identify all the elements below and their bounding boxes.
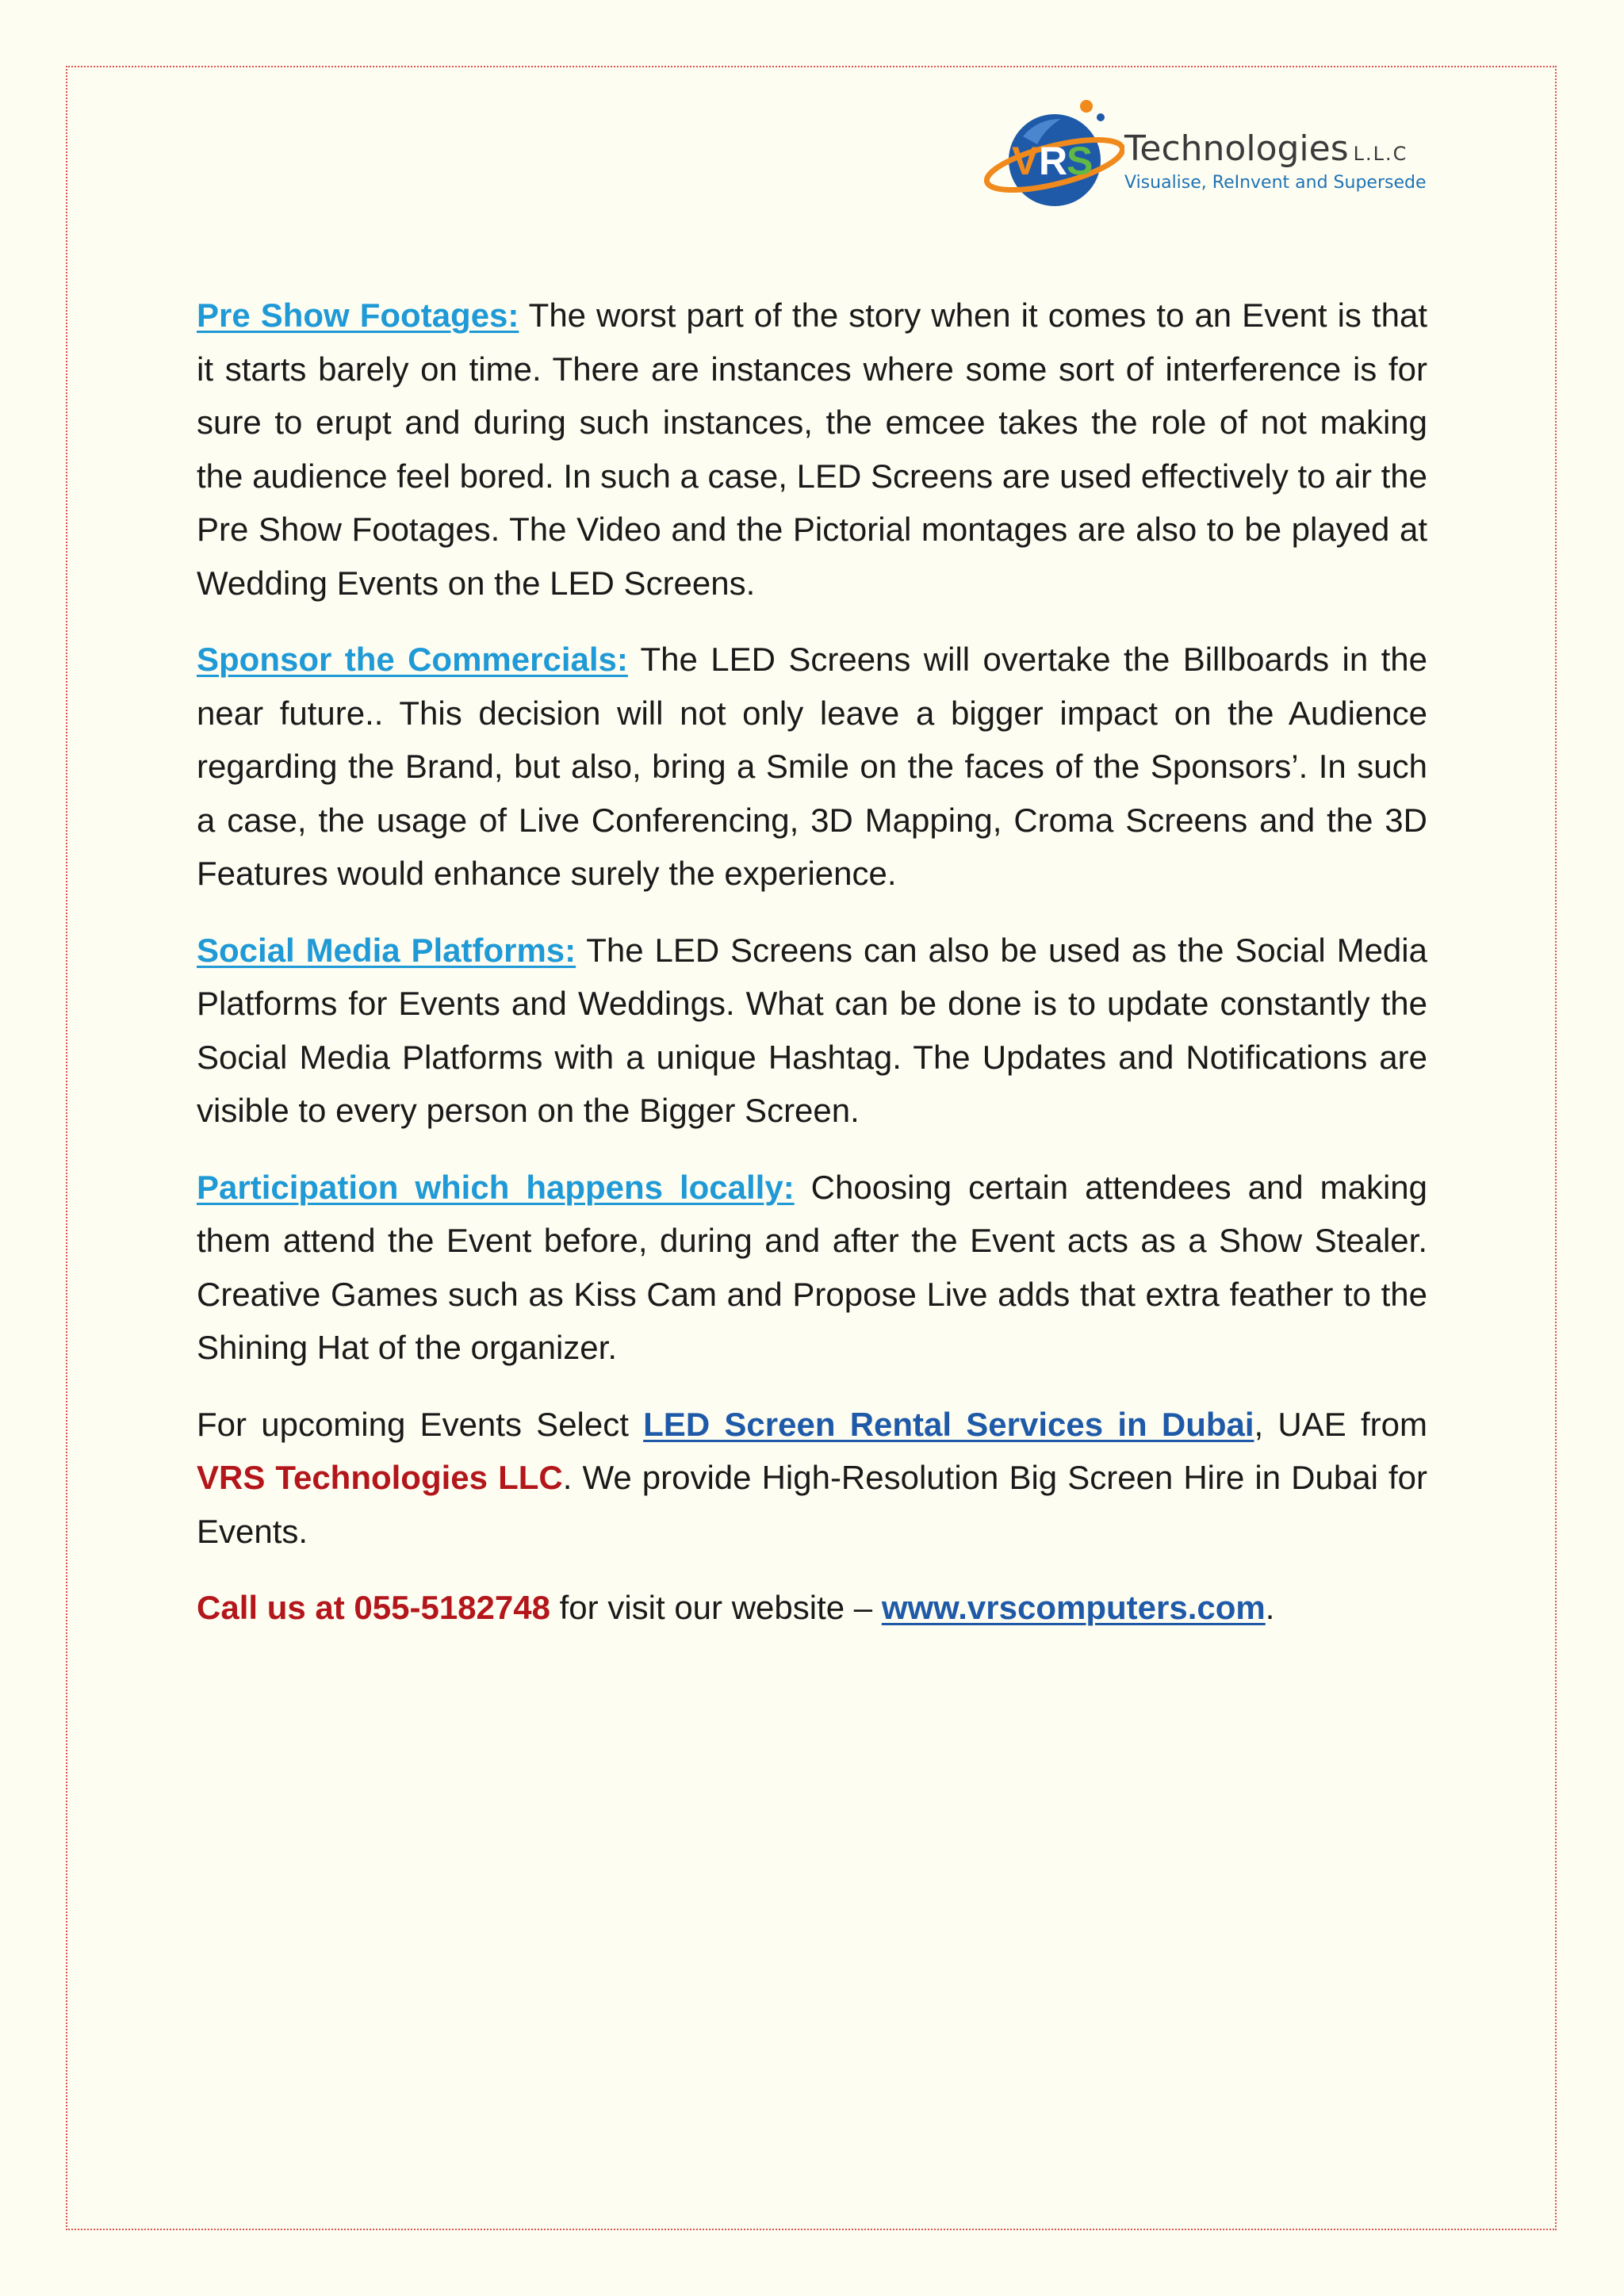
logo-llc-suffix: L.L.C [1353,143,1408,165]
logo-letter-s: S [1067,139,1094,183]
section-sponsor-commercials [197,633,1427,901]
vrs-globe-logo-icon [982,95,1124,222]
contact-paragraph [197,1581,1427,1635]
section-text: Choosing certain attendees and making them attend the Event before, during and after the Event acts as a Show Stealer. Creative Games such as Kiss Cam and Propose Live adds that extra feather to the Shining Hat of the organizer. [197,1168,1427,1366]
cta-intro: For upcoming Events Select [197,1405,629,1443]
heading-link-pre-show-footages[interactable]: Pre Show Footages: [197,297,519,334]
website-link[interactable]: www.vrscomputers.com [881,1589,1266,1626]
contact-middle: for visit our website – [559,1589,873,1626]
cta-after-link: , UAE from [1254,1405,1428,1443]
logo-letter-r: R [1039,139,1068,183]
logo-tagline: Visualise, ReInvent and Supersede [1124,173,1427,193]
phone-call-text: Call us at 055-5182748 [197,1589,550,1626]
cta-paragraph [197,1398,1427,1559]
heading-link-sponsor-commercials[interactable]: Sponsor the Commercials: [197,641,628,678]
heading-link-social-media-platforms[interactable]: Social Media Platforms: [197,931,576,969]
brand-name: VRS Technologies LLC [197,1459,563,1496]
led-rental-services-link[interactable]: LED Screen Rental Services in Dubai [643,1405,1254,1443]
logo-letter-v: V [1012,139,1039,183]
heading-link-local-participation[interactable]: Participation which happens locally: [197,1168,795,1206]
section-local-participation [197,1161,1427,1375]
logo-planet-dot [1080,100,1093,113]
contact-end: . [1265,1589,1275,1626]
section-text: The worst part of the story when it comes to an Event is that it starts barely on time. There are instances where some sort of interference is for sure to erupt and during such instances, the emcee takes the role of not making the audience feel bored. In such a case, LED Screens are used effectively to air the Pre Show Footages. The Video and the Pictorial montages are also to be played at Wedding Events on the LED Screens. [197,297,1427,602]
section-pre-show-footages [197,289,1427,610]
section-text: The LED Screens will overtake the Billboards in the near future.. This decision will not only leave a bigger impact on the Audience regarding the Brand, but also, bring a Smile on the faces of the Sponsors’. In such a case, the usage of Live Conferencing, 3D Mapping, Croma Screens and the 3D Features would enhance surely the experience. [197,641,1427,892]
article-body [197,289,1427,1658]
logo-company-name [1124,128,1408,169]
company-logo[interactable] [982,95,1426,222]
logo-name-text: Technologies [1124,128,1349,169]
section-text: The LED Screens can also be used as the Social Media Platforms for Events and Weddings. What can be done is to update constantly the Social Media Platforms with a unique Hashtag. The Updates and Notifications are visible to every person on the Bigger Screen. [197,931,1427,1129]
logo-small-dot [1097,113,1105,121]
cta-closing: . We provide High-Resolution Big Screen Hire in Dubai for Events. [197,1459,1427,1550]
section-social-media-platforms [197,924,1427,1138]
